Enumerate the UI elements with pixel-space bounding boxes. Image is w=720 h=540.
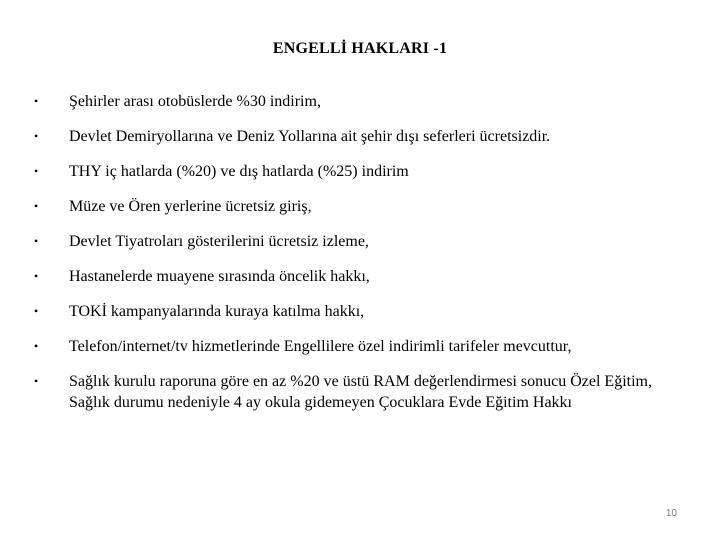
bullet-icon: •: [34, 164, 39, 178]
list-item-text: Devlet Tiyatroları gösterilerini ücretsiz izleme,: [69, 233, 369, 250]
bullet-icon: •: [34, 339, 39, 353]
list-item: [34, 231, 684, 252]
bullet-icon: •: [34, 304, 39, 318]
list-item: [34, 371, 684, 413]
list-item: [34, 336, 684, 357]
list-item-text: Sağlık kurulu raporuna göre en az %20 ve üstü RAM değerlendirmesi sonucu Özel Eğitim, Sağlık durumu nedeniyle 4 ay okula gidemeyen Çocuklara Evde Eğitim Hakkı: [69, 373, 652, 411]
list-item: [34, 91, 684, 112]
list-item-text: Devlet Demiryollarına ve Deniz Yollarına ait şehir dışı seferleri ücretsizdir.: [69, 128, 551, 145]
bullet-list: [34, 91, 684, 427]
page-title: ENGELLİ HAKLARI -1: [272, 40, 448, 57]
list-item: [34, 126, 684, 147]
list-item-text: Şehirler arası otobüslerde %30 indirim,: [69, 93, 321, 110]
bullet-icon: •: [34, 94, 39, 108]
bullet-icon: •: [34, 374, 39, 388]
list-item: [34, 161, 684, 182]
bullet-icon: •: [34, 234, 39, 248]
list-item: [34, 266, 684, 287]
list-item-text: TOKİ kampanyalarında kuraya katılma hakkı,: [69, 303, 365, 320]
bullet-icon: •: [34, 199, 39, 213]
list-item-text: THY iç hatlarda (%20) ve dış hatlarda (%25) indirim: [69, 163, 409, 180]
page-number: 10: [665, 508, 677, 519]
bullet-icon: •: [34, 269, 39, 283]
bullet-icon: •: [34, 129, 39, 143]
list-item-text: Müze ve Ören yerlerine ücretsiz giriş,: [69, 198, 312, 215]
list-item-text: Hastanelerde muayene sırasında öncelik hakkı,: [69, 268, 370, 285]
list-item-text: Telefon/internet/tv hizmetlerinde Engellilere özel indirimli tarifeler mevcuttur,: [69, 338, 572, 355]
list-item: [34, 196, 684, 217]
list-item: [34, 301, 684, 322]
